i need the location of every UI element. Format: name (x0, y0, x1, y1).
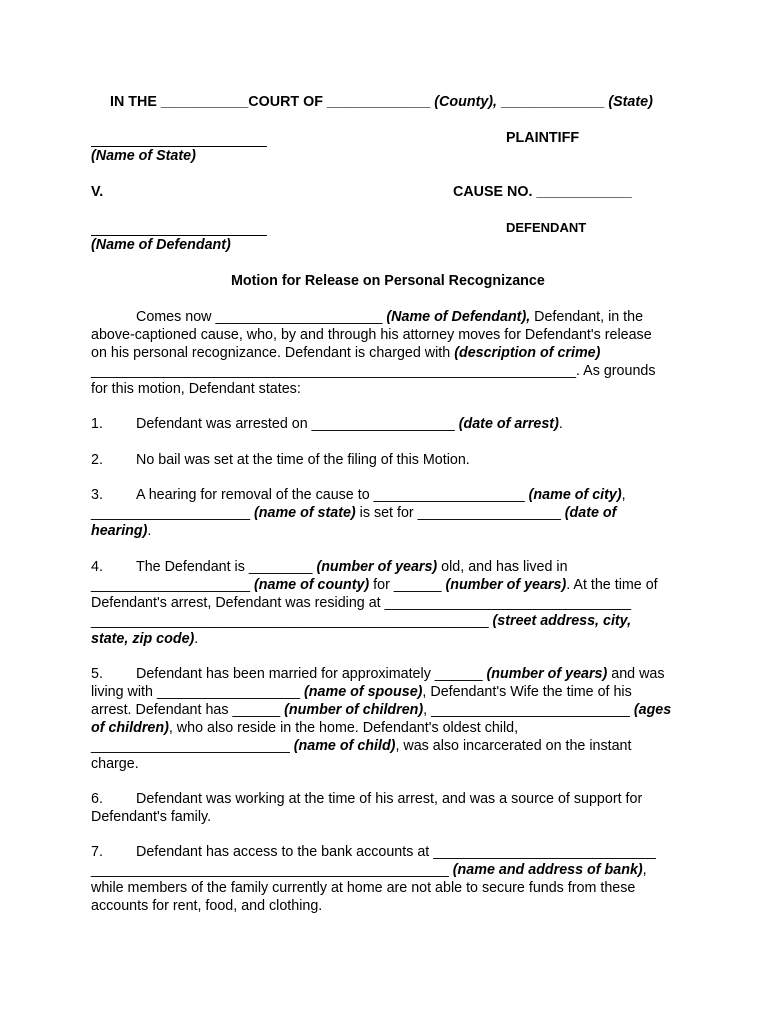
paragraph-3-line-3: hearing). (91, 523, 152, 539)
versus-label: V. (91, 184, 104, 200)
paragraph-5-line-1: Defendant has been married for approximately ______ (number of years) and was (136, 666, 665, 682)
paragraph-number-3: 3. (91, 487, 103, 503)
paragraph-number-2: 2. (91, 452, 103, 468)
court-caption-line (110, 93, 653, 111)
paragraph-4-line-3: Defendant's arrest, Defendant was residing at _______________________________ (91, 595, 632, 611)
state-blank: _____________ (501, 94, 605, 110)
paragraph-5-line-5: _________________________ (name of child), was also incarcerated on the instant (91, 738, 632, 754)
paragraph-1: Defendant was arrested on __________________ (date of arrest). (136, 416, 563, 432)
paragraph-2: No bail was set at the time of the filing of this Motion. (136, 452, 470, 468)
paragraph-7-line-3: while members of the family currently at home are not able to secure funds from these (91, 880, 636, 896)
paragraph-4-line-1: The Defendant is ________ (number of years) old, and has lived in (136, 559, 568, 575)
motion-title: Motion for Release on Personal Recognizance (231, 273, 545, 289)
paragraph-6-line-2: Defendant's family. (91, 809, 212, 825)
paragraph-number-1: 1. (91, 416, 103, 432)
paragraph-number-6: 6. (91, 791, 103, 807)
paragraph-4-line-5: state, zip code). (91, 631, 199, 647)
court-heading: IN THE ___________COURT OF _____________ (110, 94, 431, 110)
intro-line-4: _____________________________________________________________. As grounds (91, 363, 656, 379)
intro-line-3: on his personal recognizance. Defendant is charged with (description of crime) (91, 345, 601, 361)
name-of-state-label: (Name of State) (91, 148, 196, 164)
paragraph-number-4: 4. (91, 559, 103, 575)
paragraph-4-line-2: ____________________ (name of county) for ______ (number of years). At the time of (91, 577, 658, 593)
county-label: (County), (434, 94, 498, 110)
defendant-label: DEFENDANT (506, 220, 587, 235)
paragraph-5-line-3: arrest. Defendant has ______ (number of children), _________________________ (ages (91, 702, 672, 718)
paragraph-6-line-1: Defendant was working at the time of his arrest, and was a source of support for (136, 791, 643, 807)
cause-number: CAUSE NO. ____________ (453, 184, 632, 200)
paragraph-3-line-2: ____________________ (name of state) is set for __________________ (date of (91, 505, 617, 521)
intro-line-5: for this motion, Defendant states: (91, 381, 301, 397)
paragraph-3-line-1: A hearing for removal of the cause to ___________________ (name of city), (136, 487, 626, 503)
paragraph-4-line-4: __________________________________________________ (street address, city, (91, 613, 632, 629)
paragraph-number-5: 5. (91, 666, 103, 682)
intro-line-1: Comes now _____________________ (Name of Defendant), Defendant, in the (136, 309, 644, 325)
intro-line-2: above-captioned cause, who, by and through his attorney moves for Defendant's release (91, 327, 652, 343)
plaintiff-label: PLAINTIFF (506, 130, 580, 146)
paragraph-7-line-4: accounts for rent, food, and clothing. (91, 898, 323, 914)
paragraph-5-line-6: charge. (91, 756, 139, 772)
name-of-defendant-label: (Name of Defendant) (91, 237, 231, 253)
paragraph-5-line-4: of children), who also reside in the home. Defendant's oldest child, (91, 720, 519, 736)
state-label: (State) (608, 94, 653, 110)
paragraph-7-line-1: Defendant has access to the bank accounts at ____________________________ (136, 844, 656, 860)
paragraph-5-line-2: living with __________________ (name of spouse), Defendant's Wife the time of his (91, 684, 632, 700)
paragraph-number-7: 7. (91, 844, 103, 860)
paragraph-7-line-2: _____________________________________________ (name and address of bank), (91, 862, 647, 878)
